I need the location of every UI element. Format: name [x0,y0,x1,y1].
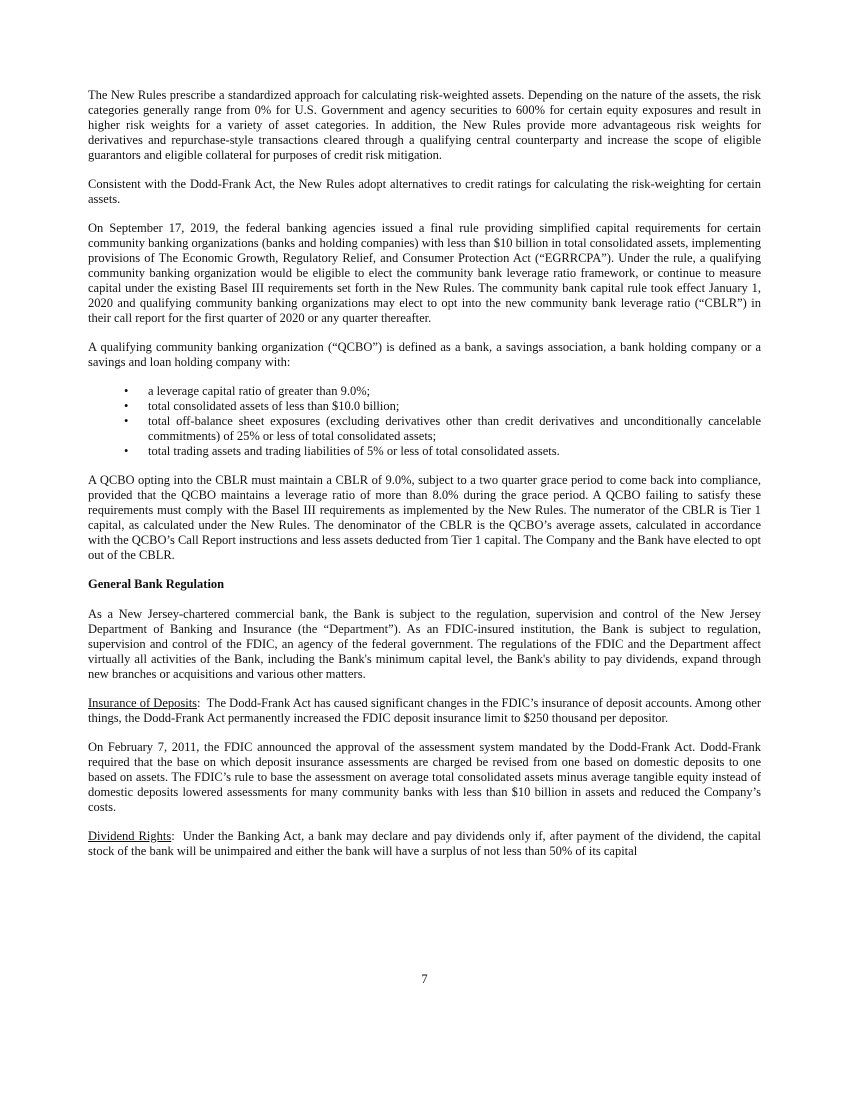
subheading-dividend-rights: Dividend Rights [88,829,172,843]
subheading-insurance-of-deposits: Insurance of Deposits [88,696,198,710]
paragraph-dividend-rights: Dividend Rights: Under the Banking Act, a bank may declare and pay dividends only if, after payment of the dividend, the capital stock of the bank will be unimpaired and either the bank will have a surplus of not less than 50% of its capital [88,829,761,858]
section-heading-general-bank-regulation: General Bank Regulation [88,577,225,591]
paragraph-bank-regulation-overview: As a New Jersey-chartered commercial bank, the Bank is subject to the regulation, supervision and control of the New Jersey Department of Banking and Insurance (the “Department”). As an FDIC-insured institution, the Bank is subject to regulation, supervision and control of the FDIC, an agency of the federal government. The regulations of the FDIC and the Department affect virtually all activities of the Bank, including the Bank's minimum capital level, the Bank's ability to pay dividends, expand through new branches or acquisitions and various other matters. [88,607,761,681]
paragraph-risk-weighted-assets: The New Rules prescribe a standardized approach for calculating risk-weighted assets. Depending on the nature of the assets, the risk categories generally range from 0% for U.S. Government and agency securities to 600% for certain equity exposures and result in higher risk weights for a variety of asset categories. In addition, the New Rules provide more advantageous risk weights for derivatives and repurchase-style transactions cleared through a qualifying central counterparty and increase the scope of eligible guarantors and eligible collateral for purposes of credit risk mitigation. [88,88,761,162]
dividend-rights-body: Under the Banking Act, a bank may declare and pay dividends only if, after payment of the dividend, the capital stock of the bank will be unimpaired and either the bank will have a surplus of not less than 50% of its capital [88,829,761,858]
list-item: • total off-balance sheet exposures (excluding derivatives other than credit derivatives and unconditionally cancelable commitments) of 25% or less of total consolidated assets; [136,414,761,444]
document-page [88,88,761,873]
insurance-of-deposits-body: The Dodd-Frank Act has caused significant changes in the FDIC’s insurance of deposit accounts. Among other things, the Dodd-Frank Act permanently increased the FDIC deposit insurance limit to $250 thousand per depositor. [88,696,761,725]
paragraph-credit-ratings-alternatives: Consistent with the Dodd-Frank Act, the New Rules adopt alternatives to credit ratings for calculating the risk-weighting for certain assets. [88,177,761,206]
paragraph-community-bank-rule: On September 17, 2019, the federal banking agencies issued a final rule providing simplified capital requirements for certain community banking organizations (banks and holding companies) with less than $10 billion in total consolidated assets, implementing provisions of The Economic Growth, Regulatory Relief, and Consumer Protection Act (“EGRRCPA”). Under the rule, a qualifying community banking organization would be eligible to elect the community bank leverage ratio framework, or continue to measure capital under the existing Basel III requirements set forth in the New Rules. The community bank capital rule took effect January 1, 2020 and qualifying community banking organizations may elect to opt into the new community bank leverage ratio (“CBLR”) in their call report for the first quarter of 2020 or any quarter thereafter. [88,221,761,325]
page-number: 7 [421,972,428,986]
paragraph-fdic-assessment-system: On February 7, 2011, the FDIC announced the approval of the assessment system mandated by the Dodd-Frank Act. Dodd-Frank required that the base on which deposit insurance assessments are charged be revised from one based on domestic deposits to one based on assets. The FDIC’s rule to base the assessment on average total consolidated assets minus average tangible equity instead of domestic deposits lowered assessments for many community banks with less than $10 billion in assets and reduced the Company’s costs. [88,740,761,814]
list-item: • total trading assets and trading liabilities of 5% or less of total consolidated assets. [136,444,761,459]
qcbo-criteria-list [88,384,761,459]
paragraph-insurance-of-deposits: Insurance of Deposits: The Dodd-Frank Act has caused significant changes in the FDIC’s insurance of deposit accounts. Among other things, the Dodd-Frank Act permanently increased the FDIC deposit insurance limit to $250 thousand per depositor. [88,696,761,725]
paragraph-cblr-requirements: A QCBO opting into the CBLR must maintain a CBLR of 9.0%, subject to a two quarter grace period to come back into compliance, provided that the QCBO maintains a leverage ratio of more than 8.0% during the grace period. A QCBO failing to satisfy these requirements must comply with the Basel III requirements as implemented by the New Rules. The numerator of the CBLR is Tier 1 capital, as calculated under the New Rules. The denominator of the CBLR is the QCBO’s average assets, calculated in accordance with the QCBO’s Call Report instructions and less assets deducted from Tier 1 capital. The Company and the Bank have elected to opt out of the CBLR. [88,473,761,562]
list-item: • a leverage capital ratio of greater than 9.0%; [136,384,761,399]
list-item: • total consolidated assets of less than $10.0 billion; [136,399,761,414]
paragraph-qcbo-definition: A qualifying community banking organization (“QCBO”) is defined as a bank, a savings association, a bank holding company or a savings and loan holding company with: [88,340,761,369]
